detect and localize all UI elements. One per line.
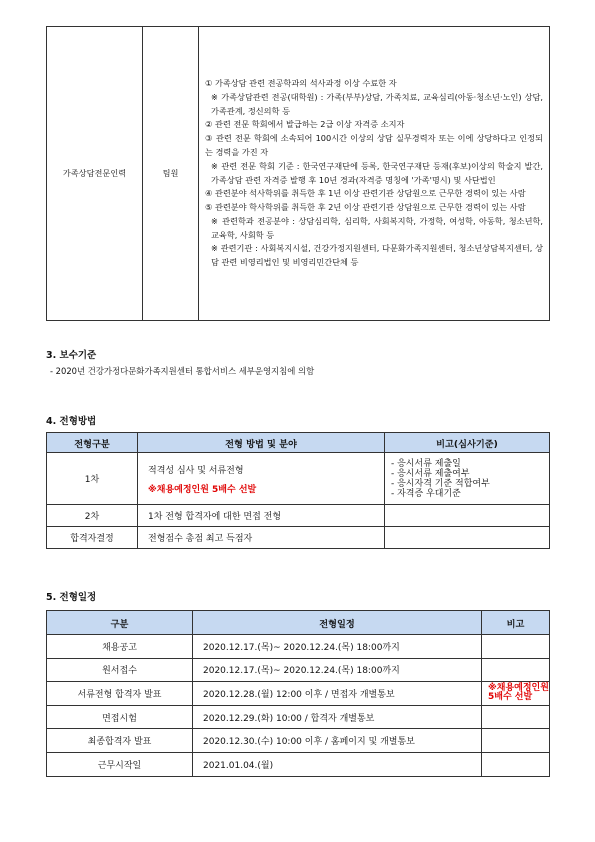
schedule-date: 2020.12.17.(목)~ 2020.12.24.(목) 18:00까지 xyxy=(193,635,482,659)
section-title-salary: 3. 보수기준 xyxy=(46,350,97,361)
method-header-method: 전형 방법 및 분야 xyxy=(138,433,385,453)
criteria-item: - 응시자격 기준 적합여부 xyxy=(391,478,490,489)
qualification-list xyxy=(199,27,550,321)
schedule-label: 최종합격자 발표 xyxy=(47,729,193,753)
criteria-list xyxy=(385,453,550,505)
qualification-line: ※ 관련학과 전공분야 : 상담심리학, 심리학, 사회복지학, 가정학, 여성학, 아동학, 청소년학, 교육학, 사회학 등 xyxy=(211,215,543,240)
qualification-line: ⑤ 관련분야 학사학위를 취득한 후 2년 이상 관련기관 상담원으로 근무한 경력이 있는 사람 xyxy=(205,202,526,213)
schedule-table xyxy=(46,610,550,777)
method-cell-1 xyxy=(138,453,385,505)
table-row xyxy=(47,682,550,706)
schedule-date: 2020.12.30.(수) 10:00 이후 / 홈페이지 및 개별통보 xyxy=(193,729,482,753)
schedule-date: 2020.12.17.(목)~ 2020.12.24.(목) 18:00까지 xyxy=(193,658,482,682)
schedule-label: 근무시작일 xyxy=(47,752,193,776)
table-row xyxy=(47,752,550,776)
schedule-date: 2020.12.28.(월) 12:00 이후 / 면접자 개별통보 xyxy=(193,682,482,706)
section-title-schedule: 5. 전형일정 xyxy=(46,592,97,603)
qualification-line: ① 가족상담 관련 전공학과의 석사과정 이상 수료한 자 xyxy=(205,77,397,88)
qualification-line: ※ 가족상담관련 전공(대학원) : 가족(부부)상담, 가족치료, 교육심리(아동·청소년·노인) 상담, 가족관계, 정신의학 등 xyxy=(211,91,543,116)
qualification-table xyxy=(46,26,550,321)
method-note-red: ※채용예정인원 5배수 선발 xyxy=(148,484,257,495)
qualification-line: ④ 관련분야 석사학위를 취득한 후 1년 이상 관련기관 상담원으로 근무한 경력이 있는 사람 xyxy=(205,188,526,199)
method-stage-2: 2차 xyxy=(47,505,138,527)
schedule-note-empty xyxy=(482,635,550,659)
method-text: 적격성 심사 및 서류전형 xyxy=(148,465,244,476)
schedule-date: 2020.12.29.(화) 10:00 / 합격자 개별통보 xyxy=(193,705,482,729)
qualification-line: ② 관련 전문 학회에서 발급하는 2급 이상 자격증 소지자 xyxy=(205,119,405,130)
qualification-line: ③ 관련 전문 학회에 소속되어 100시간 이상의 상담 실무경력자 또는 이에 상당하다고 인정되는 경력을 가진 자 xyxy=(205,133,543,157)
method-stage-1: 1차 xyxy=(47,453,138,505)
schedule-header-date: 전형일정 xyxy=(193,611,482,635)
criteria-item: - 응시서류 제출일 xyxy=(391,458,461,469)
schedule-header-label: 구분 xyxy=(47,611,193,635)
schedule-label: 면접시험 xyxy=(47,705,193,729)
criteria-empty-3 xyxy=(385,527,550,549)
table-row xyxy=(47,729,550,753)
table-row xyxy=(47,635,550,659)
salary-text: - 2020년 건강가정다문화가족지원센터 통합서비스 세부운영지침에 의함 xyxy=(50,366,315,376)
schedule-note-empty xyxy=(482,752,550,776)
section-title-method: 4. 전형방법 xyxy=(46,416,97,427)
qualification-line: ※ 관련기관 : 사회복지시설, 건강가정지원센터, 다문화가족지원센터, 청소년상담복지센터, 상담 관련 비영리법인 및 비영리민간단체 등 xyxy=(211,243,543,268)
qualification-line: ※ 관련 전문 학회 기준 : 한국연구재단에 등록, 한국연구재단 등재(후보)이상의 학술지 발간, 가족상담 관련 자격증 발행 후 10년 경과(자격증 명칭에 '가족'명시) 및 사단법인 xyxy=(211,160,543,185)
criteria-item: - 자격증 우대기준 xyxy=(391,488,461,499)
method-table xyxy=(46,432,550,549)
table-row xyxy=(47,705,550,729)
schedule-note-empty xyxy=(482,705,550,729)
schedule-label: 서류전형 합격자 발표 xyxy=(47,682,193,706)
method-stage-3: 합격자결정 xyxy=(47,527,138,549)
table-row xyxy=(47,658,550,682)
schedule-label: 채용공고 xyxy=(47,635,193,659)
method-text-2: 1차 전형 합격자에 대한 면접 전형 xyxy=(138,505,385,527)
schedule-note-empty xyxy=(482,729,550,753)
criteria-item: - 응시서류 제출여부 xyxy=(391,468,470,479)
schedule-note-red: ※채용예정인원 5배수 선발 xyxy=(482,682,550,706)
method-text-3: 전형점수 총점 최고 득점자 xyxy=(138,527,385,549)
schedule-date: 2021.01.04.(월) xyxy=(193,752,482,776)
schedule-header-note: 비고 xyxy=(482,611,550,635)
criteria-empty-2 xyxy=(385,505,550,527)
method-header-stage: 전형구분 xyxy=(47,433,138,453)
method-header-criteria: 비고(심사기준) xyxy=(385,433,550,453)
schedule-label: 원서접수 xyxy=(47,658,193,682)
qualification-category: 가족상담전문인력 xyxy=(47,27,143,321)
qualification-role: 팀원 xyxy=(143,27,199,321)
schedule-note-empty xyxy=(482,658,550,682)
